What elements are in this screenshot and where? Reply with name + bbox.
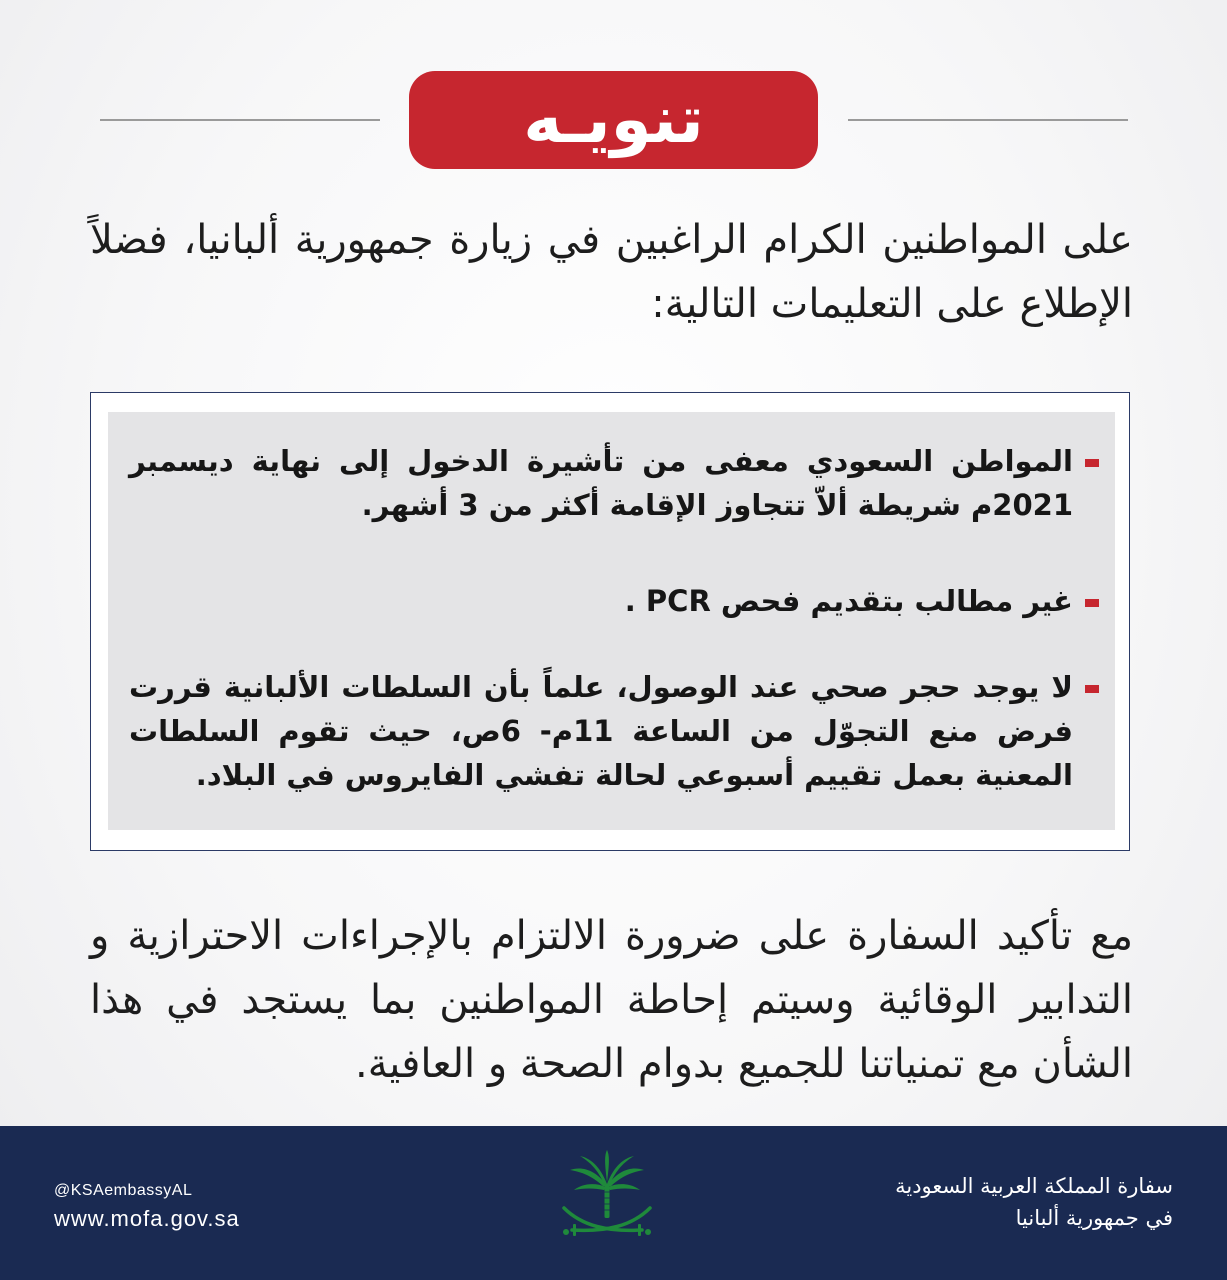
website-link: www.mofa.gov.sa bbox=[54, 1206, 240, 1231]
embassy-name-line2: في جمهورية ألبانيا bbox=[1015, 1206, 1173, 1230]
closing-paragraph: مع تأكيد السفارة على ضرورة الالتزام بالإجراءات الاحترازية و التدابير الوقائية وسيتم إحاطة المواطنين بما يستجد في هذا الشأن مع تمنياتنا للجميع بدوام الصحة و العافية. bbox=[90, 913, 1133, 1087]
footer-bar bbox=[0, 1126, 1227, 1280]
bullet-marker-icon bbox=[1085, 459, 1099, 467]
social-handle: @KSAembassyAL bbox=[54, 1182, 193, 1199]
instruction-text: لا يوجد حجر صحي عند الوصول، علماً بأن السلطات الألبانية قررت فرض منع التجوّل من الساعة 11م- 6ص، حيث تقوم السلطات المعنية بعمل تقييم أسبوعي لحالة تفشي الفايروس في البلاد. bbox=[129, 670, 1073, 792]
instruction-item bbox=[129, 665, 1099, 797]
title-banner bbox=[409, 71, 818, 169]
instructions-box bbox=[90, 392, 1130, 851]
instruction-item bbox=[129, 439, 1099, 527]
instructions-panel bbox=[108, 412, 1115, 830]
instruction-item bbox=[129, 579, 1099, 623]
header-rule-left bbox=[100, 119, 380, 121]
embassy-name-line1: سفارة المملكة العربية السعودية bbox=[895, 1174, 1173, 1198]
footer-contact bbox=[54, 1180, 240, 1236]
embassy-name bbox=[895, 1170, 1173, 1234]
instruction-text: المواطن السعودي معفى من تأشيرة الدخول إلى نهاية ديسمبر 2021م شريطة ألاّ تتجاوز الإقامة أكثر من 3 أشهر. bbox=[129, 444, 1073, 522]
header-rule-right bbox=[848, 119, 1128, 121]
bullet-marker-icon bbox=[1085, 599, 1099, 607]
palm-swords-emblem-icon bbox=[556, 1148, 658, 1246]
bullet-marker-icon bbox=[1085, 685, 1099, 693]
instruction-text: غير مطالب بتقديم فحص PCR . bbox=[624, 584, 1073, 618]
page-title: تنويـه bbox=[523, 81, 704, 158]
intro-paragraph: على المواطنين الكرام الراغبين في زيارة جمهورية ألبانيا، فضلاً الإطلاع على التعليمات التالية: bbox=[90, 217, 1133, 327]
